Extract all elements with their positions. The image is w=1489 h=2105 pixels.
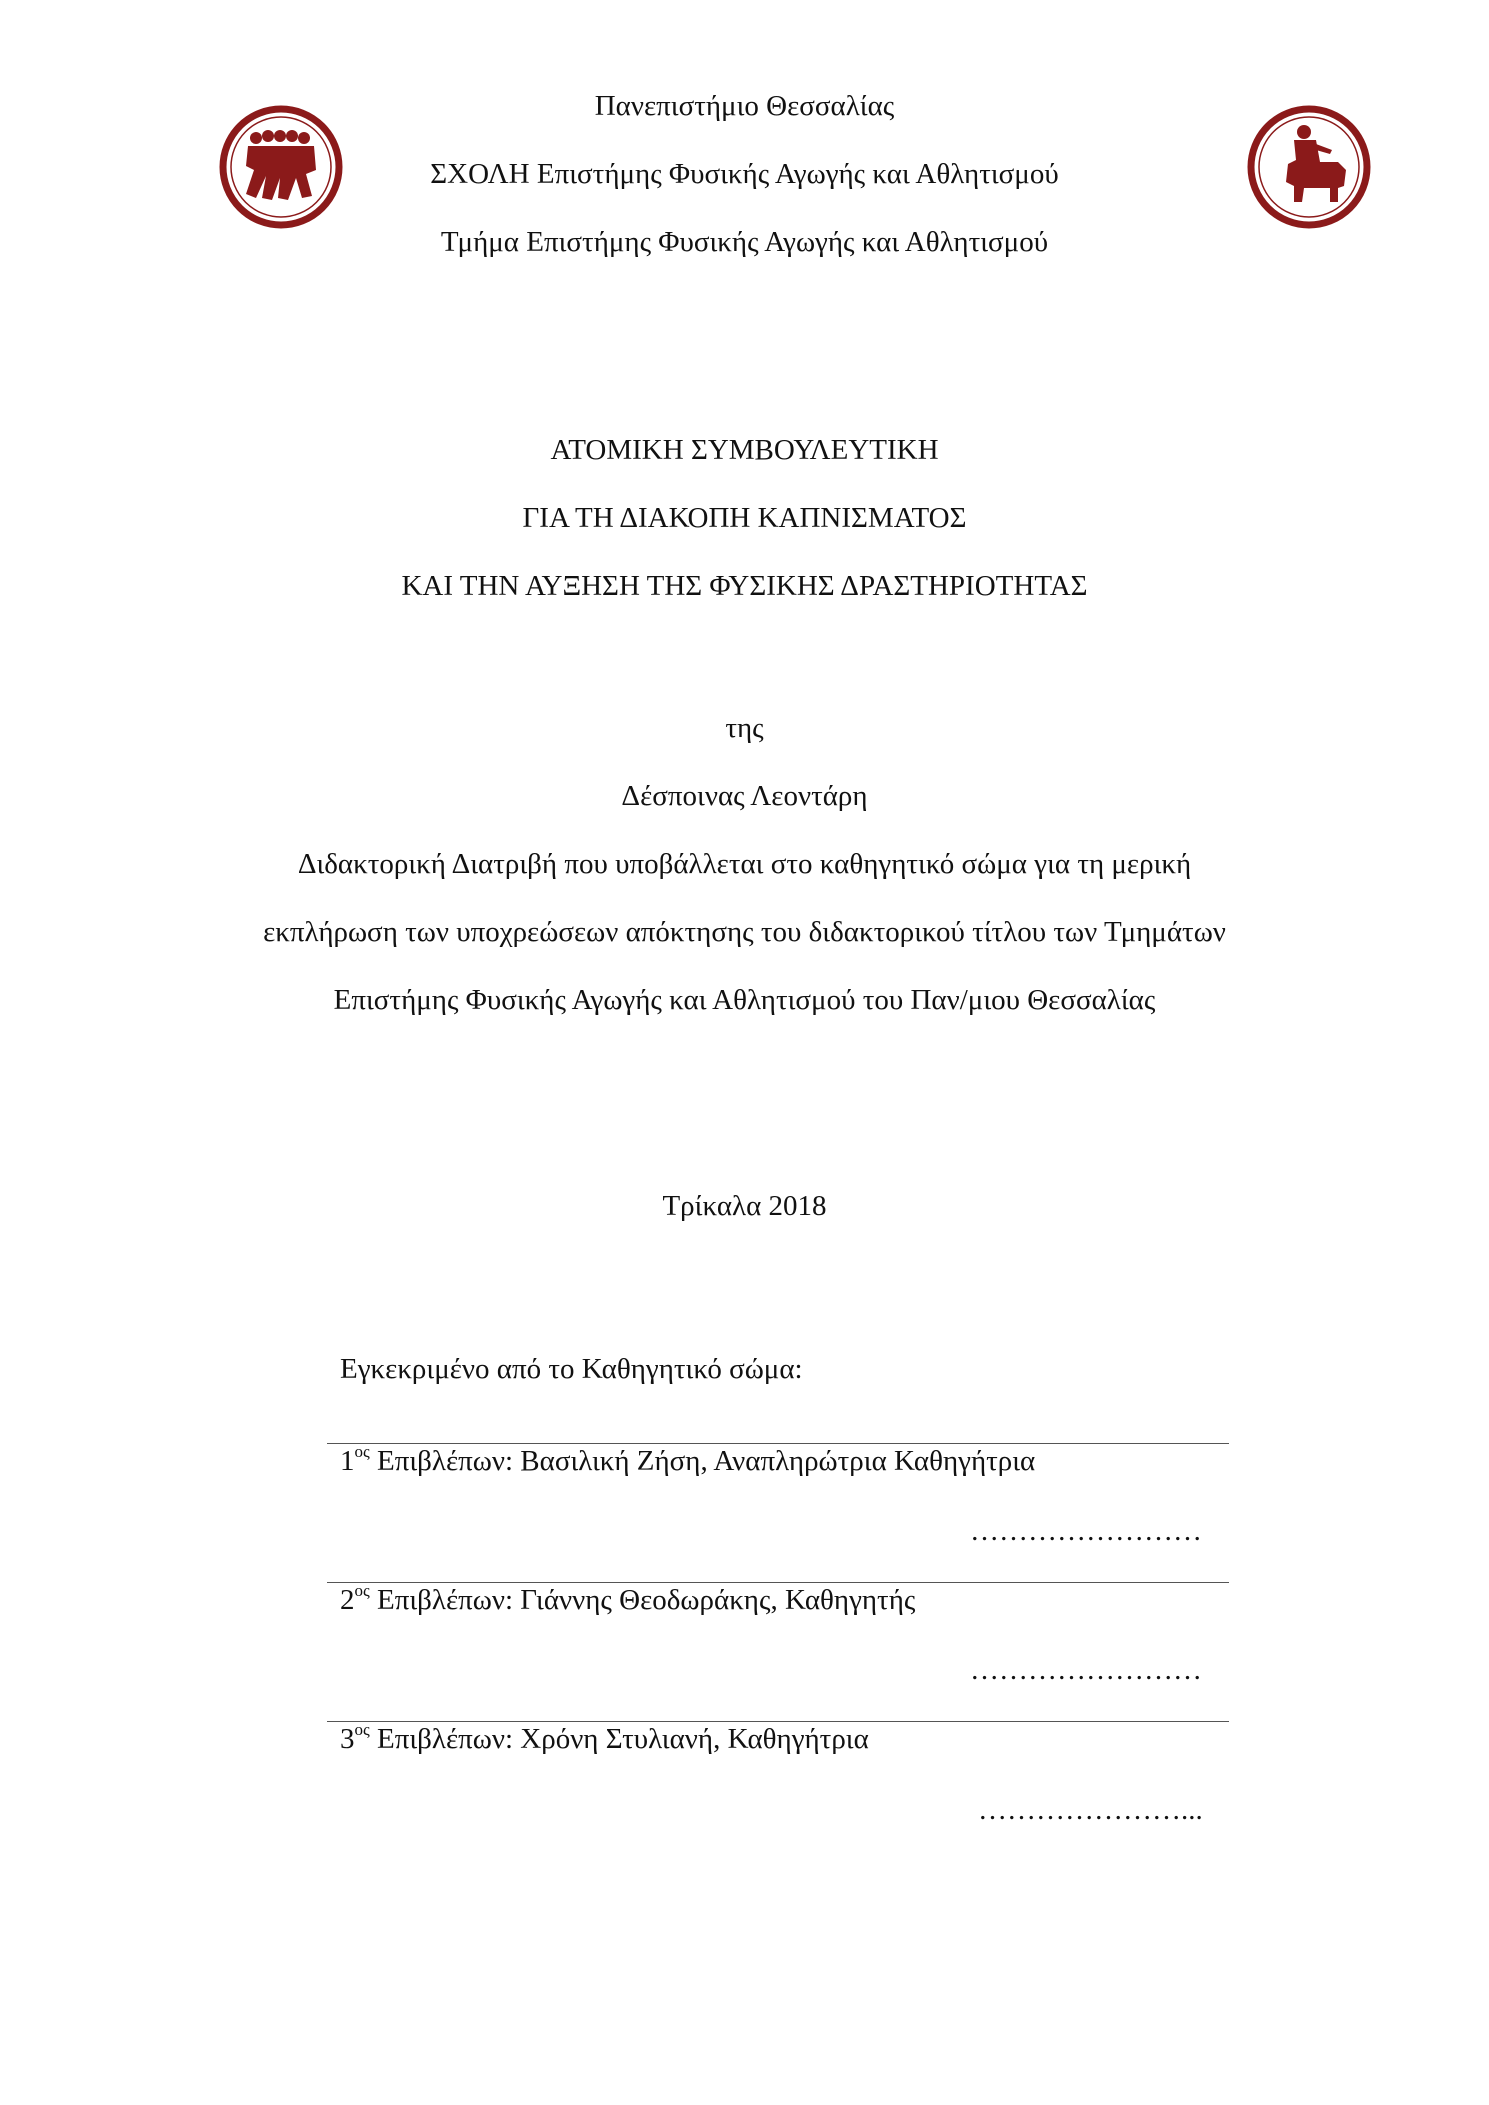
supervisor-ordinal: 2 xyxy=(340,1584,355,1616)
author-name: Δέσποινας Λεοντάρη xyxy=(621,780,868,812)
department-name: Τμήμα Επιστήμης Φυσικής Αγωγής και Αθλητισμού xyxy=(440,226,1049,258)
title-line-1: ΑΤΟΜΙΚΗ ΣΥΜΒΟΥΛΕΥΤΙΚΗ xyxy=(550,434,939,466)
university-name: Πανεπιστήμιο Θεσσαλίας xyxy=(594,90,895,122)
place-date: Τρίκαλα 2018 xyxy=(662,1190,827,1222)
description-line-1: Διδακτορική Διατριβή που υποβάλλεται στο καθηγητικό σώμα για τη μερική xyxy=(297,848,1192,880)
supervisor-text: Επιβλέπων: Χρόνη Στυλιανή, Καθηγήτρια xyxy=(369,1723,869,1755)
author-of: της xyxy=(725,712,764,744)
supervisor-1 xyxy=(340,1443,1035,1479)
supervisor-ordinal: 3 xyxy=(340,1723,355,1755)
supervisor-3 xyxy=(340,1721,869,1757)
school-name: ΣΧΟΛΗ Επιστήμης Φυσικής Αγωγής και Αθλητισμού xyxy=(430,158,1059,190)
supervisor-ordinal-suffix: ος xyxy=(354,1581,370,1600)
signature-dots: …………………… xyxy=(970,1654,1202,1686)
supervisor-ordinal-suffix: ος xyxy=(354,1720,370,1739)
signature-dots: …………………… xyxy=(970,1515,1202,1547)
description-line-3: Επιστήμης Φυσικής Αγωγής και Αθλητισμού του Παν/μιου Θεσσαλίας xyxy=(333,984,1156,1016)
signature-dots: …………………... xyxy=(978,1794,1203,1826)
supervisor-2 xyxy=(340,1582,915,1618)
title-line-2: ΓΙΑ ΤΗ ΔΙΑΚΟΠΗ ΚΑΠΝΙΣΜΑΤΟΣ xyxy=(522,502,967,534)
supervisor-text: Επιβλέπων: Γιάννης Θεοδωράκης, Καθηγητής xyxy=(369,1584,916,1616)
supervisor-ordinal: 1 xyxy=(340,1445,355,1477)
approval-heading: Εγκεκριμένο από το Καθηγητικό σώμα: xyxy=(340,1353,803,1385)
supervisor-text: Επιβλέπων: Βασιλική Ζήση, Αναπληρώτρια Καθηγήτρια xyxy=(369,1445,1036,1477)
supervisor-ordinal-suffix: ος xyxy=(354,1442,370,1461)
description-line-2: εκπλήρωση των υποχρεώσεων απόκτησης του διδακτορικού τίτλου των Τμημάτων xyxy=(263,916,1226,948)
title-line-3: ΚΑΙ ΤΗΝ ΑΥΞΗΣΗ ΤΗΣ ΦΥΣΙΚΗΣ ΔΡΑΣΤΗΡΙΟΤΗΤΑΣ xyxy=(401,570,1088,602)
